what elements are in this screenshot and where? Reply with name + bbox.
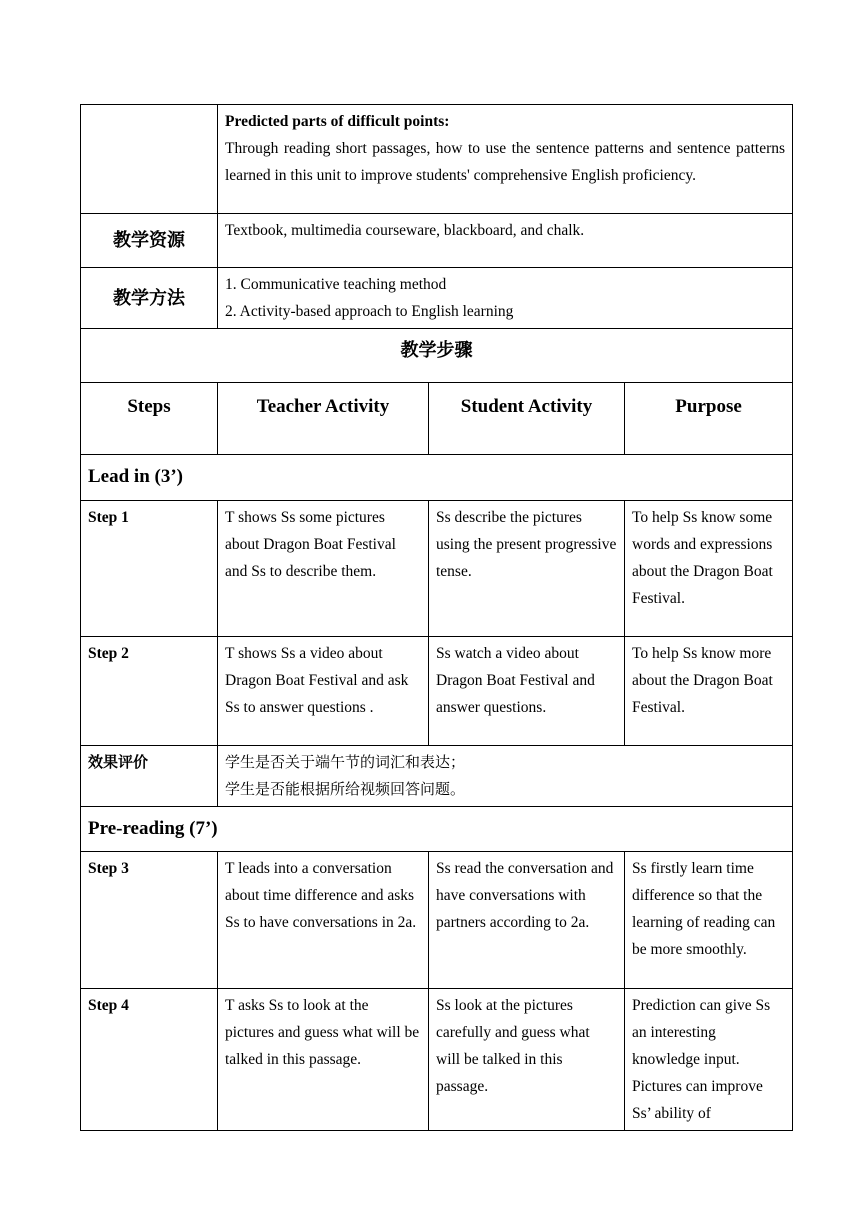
evaluation-cell — [218, 746, 793, 807]
teacher-activity: T asks Ss to look at the pictures and guess what will be talked in this passage. — [218, 989, 429, 1131]
student-activity: Ss watch a video about Dragon Boat Festival and answer questions. — [429, 637, 625, 746]
lesson-plan-table — [80, 104, 793, 1131]
purpose: To help Ss know some words and expressions about the Dragon Boat Festival. — [625, 501, 793, 637]
section-title: Pre-reading (7’) — [81, 807, 793, 852]
step-label: Step 2 — [81, 637, 218, 746]
procedure-title: 教学步骤 — [81, 329, 793, 383]
evaluation-line: 学生是否关于端午节的词汇和表达； — [225, 753, 466, 771]
resources-value: Textbook, multimedia courseware, blackboard, and chalk. — [218, 214, 793, 268]
header-student-activity: Student Activity — [429, 383, 625, 455]
section-row — [81, 455, 793, 501]
section-row — [81, 807, 793, 852]
methods-row — [81, 268, 793, 329]
header-teacher-activity: Teacher Activity — [218, 383, 429, 455]
student-activity: Ss describe the pictures using the present progressive tense. — [429, 501, 625, 637]
teacher-activity: T leads into a conversation about time difference and asks Ss to have conversations in 2a. — [218, 852, 429, 989]
step-label: Step 3 — [81, 852, 218, 989]
difficult-points-row — [81, 105, 793, 214]
teacher-activity: T shows Ss some pictures about Dragon Boat Festival and Ss to describe them. — [218, 501, 429, 637]
section-title: Lead in (3’) — [81, 455, 793, 501]
step-row — [81, 637, 793, 746]
evaluation-row — [81, 746, 793, 807]
step-row — [81, 989, 793, 1131]
difficult-points-heading: Predicted parts of difficult points: — [225, 113, 450, 130]
column-header-row — [81, 383, 793, 455]
method-item: 2. Activity-based approach to English learning — [225, 303, 514, 320]
step-label: Step 4 — [81, 989, 218, 1131]
step-row — [81, 852, 793, 989]
purpose: To help Ss know more about the Dragon Boat Festival. — [625, 637, 793, 746]
student-activity: Ss read the conversation and have conversations with partners according to 2a. — [429, 852, 625, 989]
difficult-points-label-cell — [81, 105, 218, 214]
header-steps: Steps — [81, 383, 218, 455]
evaluation-line: 学生是否能根据所给视频回答问题。 — [225, 780, 466, 798]
procedure-title-row — [81, 329, 793, 383]
student-activity: Ss look at the pictures carefully and guess what will be talked in this passage. — [429, 989, 625, 1131]
teacher-activity: T shows Ss a video about Dragon Boat Festival and ask Ss to answer questions . — [218, 637, 429, 746]
methods-label: 教学方法 — [81, 268, 218, 329]
purpose: Prediction can give Ss an interesting knowledge input. Pictures can improve Ss’ ability of — [625, 989, 793, 1131]
header-purpose: Purpose — [625, 383, 793, 455]
methods-cell — [218, 268, 793, 329]
evaluation-label: 效果评价 — [81, 746, 218, 807]
resources-row — [81, 214, 793, 268]
difficult-points-cell — [218, 105, 793, 214]
difficult-points-text: Through reading short passages, how to use the sentence patterns and sentence patterns learned in this unit to improve students' comprehensive English proficiency. — [225, 140, 786, 184]
step-row — [81, 501, 793, 637]
resources-label: 教学资源 — [81, 214, 218, 268]
method-item: 1. Communicative teaching method — [225, 276, 447, 293]
step-label: Step 1 — [81, 501, 218, 637]
purpose: Ss firstly learn time difference so that the learning of reading can be more smoothly. — [625, 852, 793, 989]
